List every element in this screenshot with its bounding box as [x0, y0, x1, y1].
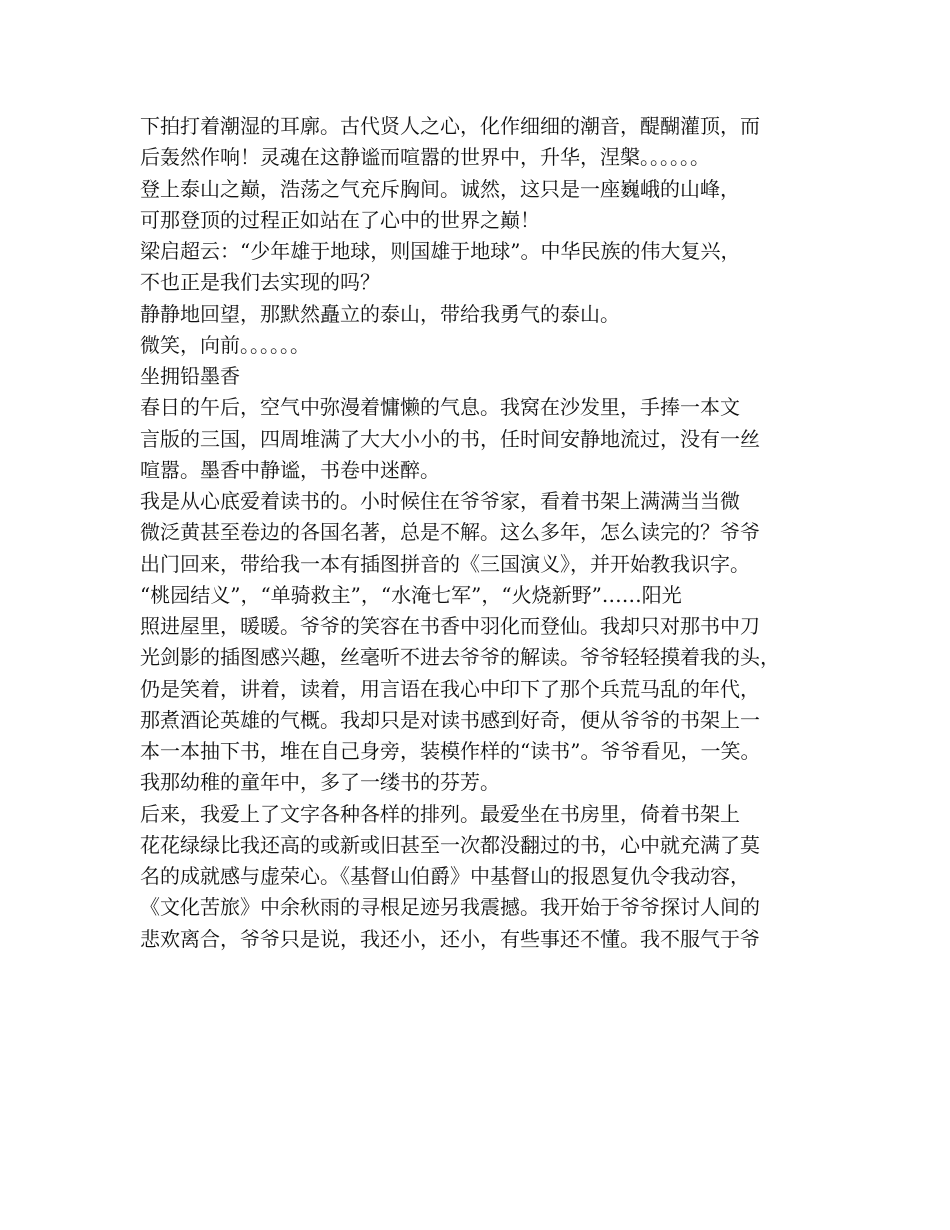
text-line: “桃园结义”，“单骑救主”，“水淹七军”，“火烧新野”……阳光 — [140, 582, 682, 607]
text-line: 后来，我爱上了文字各种各样的排列。最爱坐在书房里，倚着书架上 — [140, 801, 740, 826]
text-line: 我那幼稚的童年中，多了一缕书的芬芳。 — [140, 770, 500, 795]
text-line: 我是从心底爱着读书的。小时候住在爷爷家，看着书架上满满当当微 — [140, 489, 740, 513]
document-body — [140, 111, 840, 955]
text-line: 花花绿绿比我还高的或新或旧甚至一次都没翻过的书，心中就充满了莫 — [140, 832, 760, 857]
text-line: 《文化苦旅》中余秋雨的寻根足迹另我震撼。我开始于爷爷探讨人间的 — [140, 895, 760, 920]
text-line: 照进屋里，暖暖。爷爷的笑容在书香中羽化而登仙。我却只对那书中刀 — [140, 614, 760, 638]
text-line: 那煮酒论英雄的气概。我却只是对读书感到好奇，便从爷爷的书架上一 — [140, 707, 760, 732]
text-line: 仍是笑着，讲着，读着，用言语在我心中印下了那个兵荒马乱的年代， — [140, 676, 760, 701]
text-line: 静静地回望，那默然矗立的泰山，带给我勇气的泰山。 — [140, 301, 620, 326]
text-line: 名的成就感与虚荣心。《基督山伯爵》中基督山的报恩复仇令我动容， — [140, 864, 750, 888]
text-line: 喧嚣。墨香中静谧，书卷中迷醉。 — [140, 457, 440, 482]
text-line: 言版的三国，四周堆满了大大小小的书，任时间安静地流过，没有一丝 — [140, 426, 760, 451]
text-line: 不也正是我们去实现的吗？ — [140, 270, 380, 295]
text-line: 光剑影的插图感兴趣，丝毫听不进去爷爷的解读。爷爷轻轻摸着我的头， — [140, 645, 780, 670]
text-line: 微泛黄甚至卷边的各国名著，总是不解。这么多年，怎么读完的？爷爷 — [140, 520, 760, 545]
text-line: 悲欢离合，爷爷只是说，我还小，还小，有些事还不懂。我不服气于爷 — [140, 926, 760, 951]
text-line: 下拍打着潮湿的耳廓。古代贤人之心，化作细细的潮音，醍醐灌顶，而 — [140, 114, 760, 138]
text-line: 梁启超云：“少年雄于地球，则国雄于地球”。中华民族的伟大复兴， — [140, 239, 741, 263]
text-line: 本一本抽下书，堆在自己身旁，装模作样的“读书”。爷爷看见，一笑。 — [140, 739, 761, 763]
text-line: 出门回来，带给我一本有插图拼音的《三国演义》，并开始教我识字。 — [140, 551, 750, 576]
text-line: 微笑，向前。。。。。。 — [140, 332, 310, 357]
text-line: 春日的午后，空气中弥漫着慵懒的气息。我窝在沙发里，手捧一本文 — [140, 395, 740, 420]
text-line: 后轰然作响！灵魂在这静谧而喧嚣的世界中，升华，涅槃。。。。。。 — [140, 145, 710, 170]
section-title: 坐拥铅墨香 — [140, 364, 240, 388]
text-line: 登上泰山之巅，浩荡之气充斥胸间。诚然，这只是一座巍峨的山峰， — [140, 176, 740, 201]
text-line: 可那登顶的过程正如站在了心中的世界之巅！ — [140, 207, 540, 232]
